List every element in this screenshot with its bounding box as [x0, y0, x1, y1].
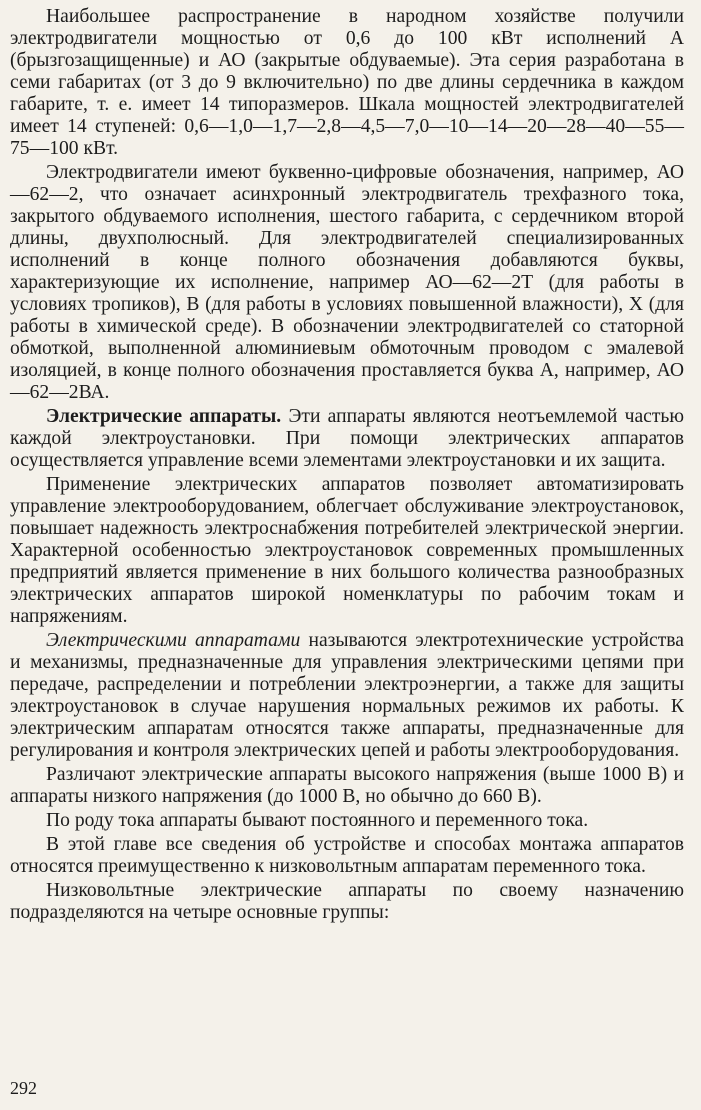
paragraph-current-type: По роду тока аппараты бывают постоянного и переменного тока.: [46, 810, 589, 831]
paragraph-electrical-apparatus-text: Эти аппараты являются неотъемлемой частью каждой электроустановки. При помощи электрических аппаратов осуществляется управление всеми элементами электроустановки и их защита.: [10, 406, 684, 471]
page-number: 292: [10, 1078, 37, 1098]
paragraph-electrical-apparatus: [10, 406, 684, 472]
section-heading-electrical-apparatus: Электрические аппараты.: [46, 406, 282, 427]
paragraph-four-groups: Низковольтные электрические аппараты по своему назначению подразделяются на четыре основные группы:: [10, 880, 684, 923]
defined-term: Электрическими аппаратами: [46, 630, 301, 651]
paragraph-apparatus-application: Применение электрических аппаратов позволяет автоматизировать управление электрооборудованием, облегчает обслуживание электроустановок, повышает надежность электроснабжения потребителей электрической энергии. Характерной особенностью электроустановок современных промышленных предприятий является применение в них большого количества разнообразных электрических аппаратов широкой номенклатуры по рабочим токам и напряжениям.: [10, 474, 684, 627]
paragraph-apparatus-definition-text: называются электротехнические устройства и механизмы, предназначенные для управления электрическими цепями при передаче, распределении и потреблении электроэнергии, а также для защиты электроустановок в случае нарушения нормальных режимов их работы. К электрическим аппаратам относятся также аппараты, предназначенные для регулирования и контроля электрических цепей и работы электрооборудования.: [10, 630, 684, 761]
paragraph-chapter-scope: В этой главе все сведения об устройстве и способах монтажа аппаратов относятся преимущественно к низковольтным аппаратам переменного тока.: [10, 834, 684, 877]
page-body: [10, 6, 684, 924]
paragraph-motor-series: Наибольшее распространение в народном хозяйстве получили электродвигатели мощностью от 0,6 до 100 кВт исполнений А (брызгозащищенные) и АО (закрытые обдуваемые). Эта серия разработана в семи габаритах (от 3 до 9 включительно) по две длины сердечника в каждом габарите, т. е. имеет 14 типоразмеров. Шкала мощностей электродвигателей имеет 14 ступеней: 0,6—1,0—1,7—2,8—4,5—7,0—10—14—20—28—40—55—75—100 кВт.: [10, 6, 684, 159]
paragraph-voltage-classes: Различают электрические аппараты высокого напряжения (выше 1000 В) и аппараты низкого напряжения (до 1000 В, но обычно до 660 В).: [10, 764, 684, 807]
paragraph-motor-designations: Электродвигатели имеют буквенно-цифровые обозначения, например, АО—62—2, что означает асинхронный электродвигатель трехфазного тока, закрытого обдуваемого исполнения, шестого габарита, с сердечником второй длины, двухполюсный. Для электродвигателей специализированных исполнений в конце полного обозначения добавляются буквы, характеризующие их исполнение, например АО—62—2Т (для работы в условиях тропиков), В (для работы в условиях повышенной влажности), X (для работы в химической среде). В обозначении электродвигателей со статорной обмоткой, выполненной алюминиевым обмоточным проводом с эмалевой изоляцией, в конце полного обозначения проставляется буква А, например, АО—62—2ВА.: [10, 162, 684, 403]
paragraph-apparatus-definition: [10, 630, 684, 762]
